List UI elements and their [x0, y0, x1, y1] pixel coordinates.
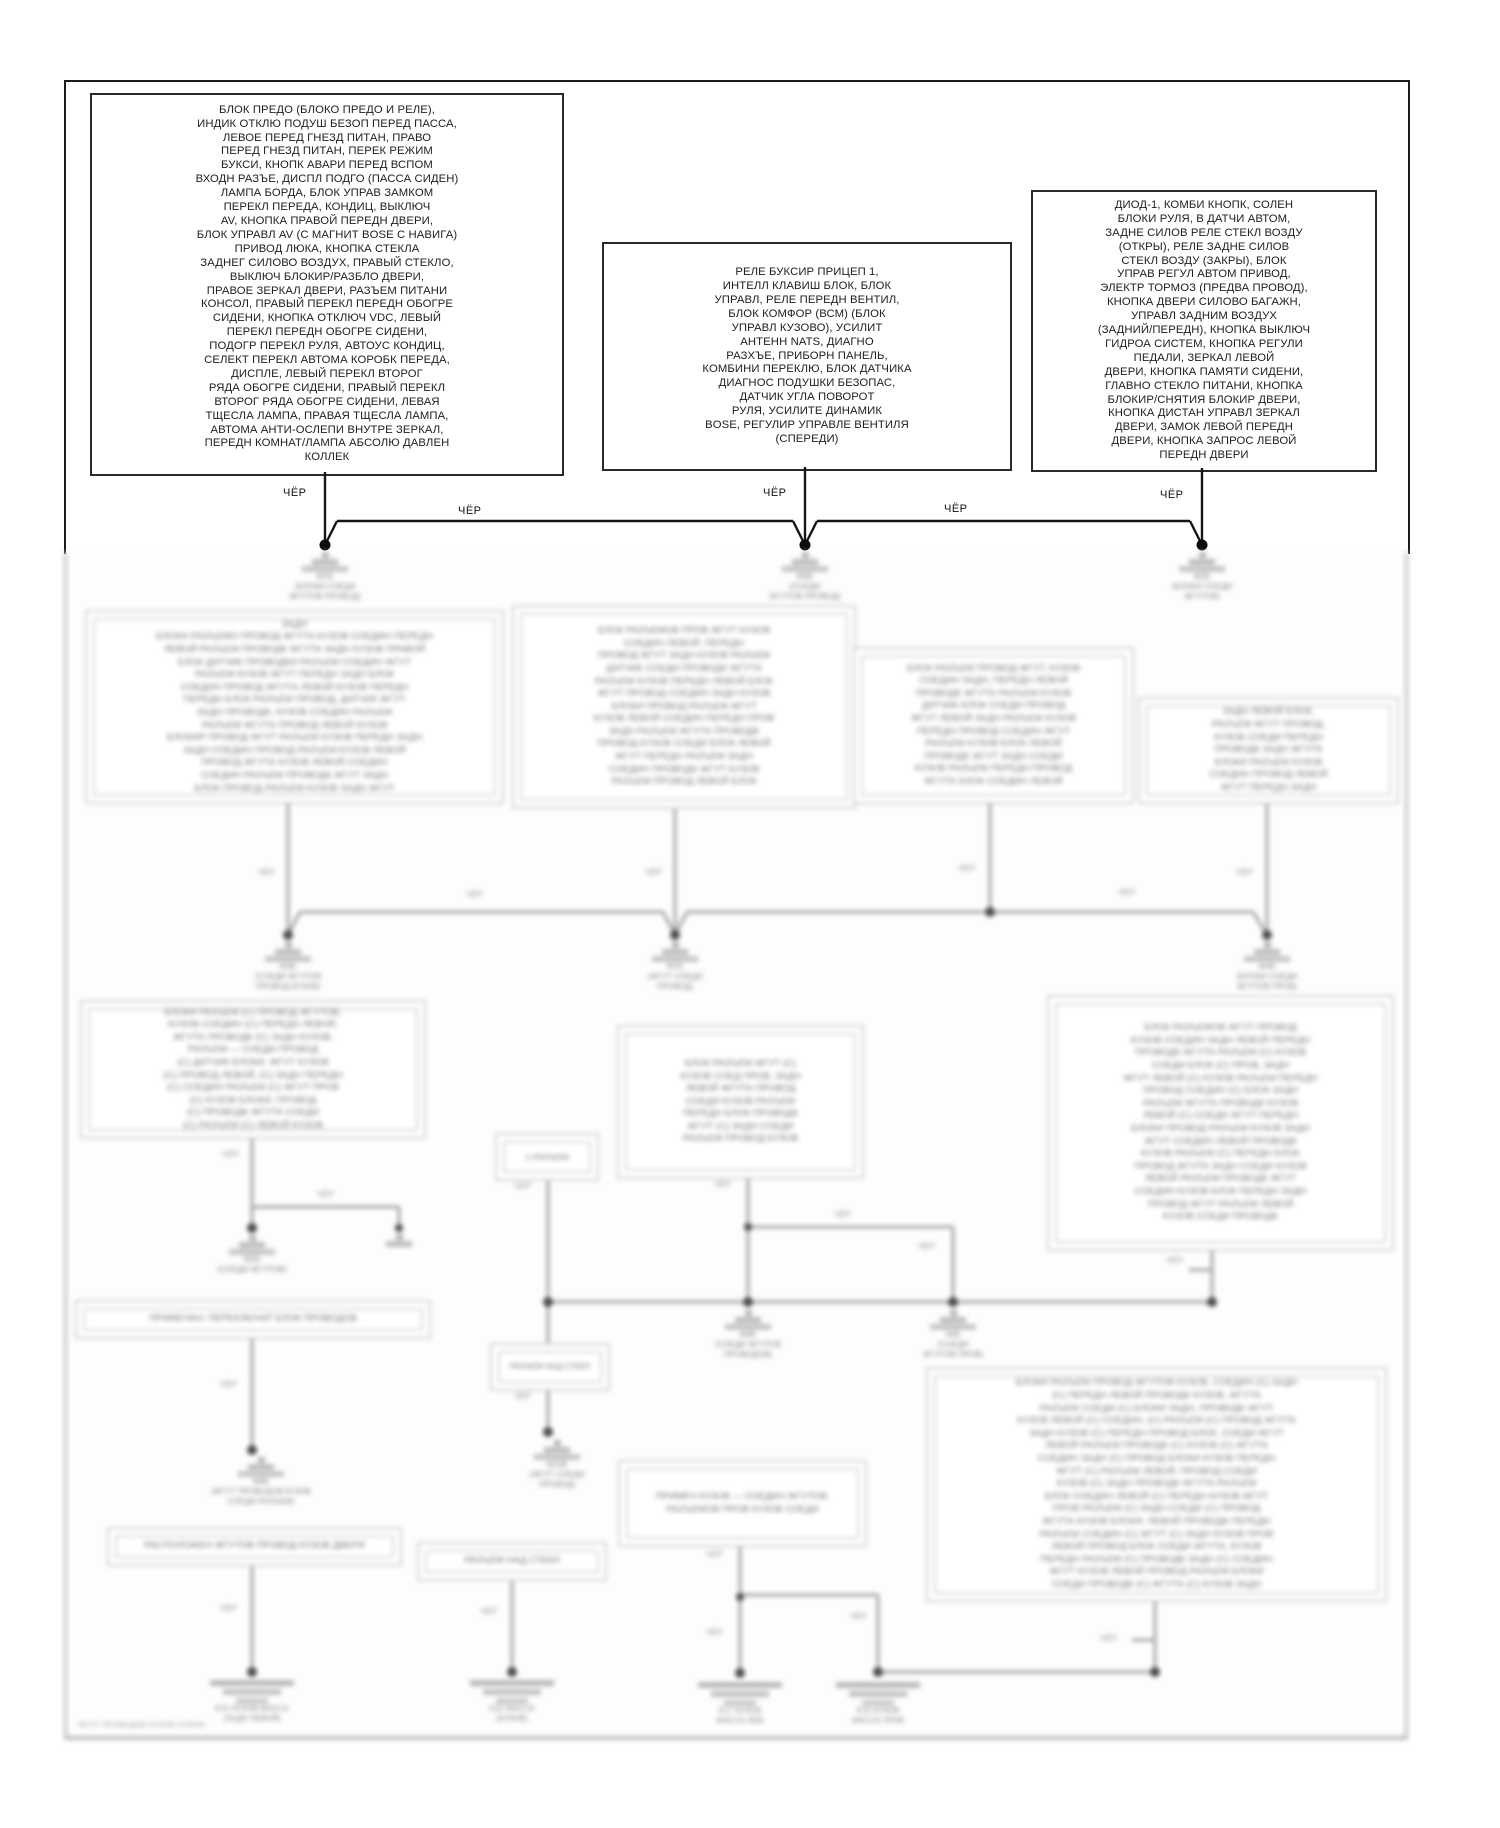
blurred-note-bar-2	[107, 1527, 402, 1566]
mini-label-16: ЧЁР	[1166, 1256, 1184, 1265]
top-wires	[0, 0, 1500, 560]
blurred-box-connector-h2	[490, 1343, 610, 1391]
splice-symbol-top-2	[769, 552, 841, 602]
splice-symbol-e	[216, 1235, 288, 1275]
component-list-middle-text: РЕЛЕ БУКСИР ПРИЦЕП 1, ИНТЕЛЛ КЛАВИШ БЛОК, БЛОК УПРАВЛ, РЕЛЕ ПЕРЕДН ВЕНТИЛ, БЛОК КОМФОР (ВСМ) (БЛОК УПРАВЛ КУЗОВО), УСИЛИТ АНТЕНН NATS, ДИАГНО РАЗХЪЕ, ПРИБОРН ПАНЕЛЬ, КОМБИНИ ПЕРЕКЛЮ, БЛОК ДАТЧИКА ДИАГНОС ПОДУШКИ БЕЗОПАС, ДАТЧИК УГЛА ПОВОРОТ РУЛЯ, УСИЛИТЕ ДИНАМИК BOSE, РЕГУЛИР УПРАВЛЕ ВЕНТИЛЯ (СПЕРЕДИ)	[702, 266, 912, 445]
blurred-ground-distribution-area	[64, 552, 1408, 1740]
splice-symbol-row1-2	[639, 942, 711, 992]
mini-label-19: ЧЁР	[706, 1628, 724, 1637]
mini-label-11: ЧЁР	[480, 1607, 498, 1616]
ground-1-text: Е21 КУЗОВ МАССА (ЗАДН ЛЕВОЙ)	[215, 1704, 289, 1723]
box-h2-text: РАЗЪЕМ НАД СТЕКЛ	[509, 1361, 591, 1371]
mini-label-15: ЧЁР	[918, 1242, 936, 1251]
row1-bus	[288, 912, 1267, 935]
splice-symbol-top-3	[1166, 552, 1238, 602]
junction-dot-left	[320, 540, 331, 551]
splice-row1-3-text: М4Б (БЛОКИ СОЕДИ ЖГУТОВ ПРОВ)	[1236, 962, 1298, 991]
blurred-box-row1-b	[512, 605, 856, 809]
mini-label-4: ЧЁР	[1236, 868, 1254, 877]
ground-symbol-4	[836, 1682, 920, 1726]
blurred-box-row2-f	[617, 1025, 864, 1179]
e-drop-branch	[252, 1135, 399, 1228]
wire-color-label-middle-drop: ЧЁР	[763, 487, 787, 499]
wire-color-label-bus-left: ЧЁР	[458, 505, 482, 517]
note-bar-1-text: ПРИМЕЧАН: ПЕРЕКЛЮЧАТ БЛОК ПРОВОДОВ	[148, 1313, 358, 1325]
row1-drops	[288, 800, 1267, 935]
mini-label-6: ЧЁР	[1118, 888, 1136, 897]
bottom-caption: ЖГУТ ПРОВОДОВ КУЗОВ СХЕМА	[78, 1720, 206, 1729]
wire-bus-left-segment	[325, 521, 805, 545]
blurred-box-row2-e	[80, 1000, 426, 1139]
splice-e-text: М5Б (СОЕДИ ЖГУТОВ)	[217, 1255, 287, 1274]
blurred-box-connector-h	[495, 1133, 599, 1181]
row2-f-text: БЛОК РАЗЪЕМ ЖГУТ (С) КУЗОВ СОЕД ПРОВ, ЗАДН ЛЕВОЙ ЖГУТА ПРОВОД СОЕДИ КУЗОВ РАЗЪЕМ ПЕРЕДН БЛОК ПРОВОДК ЖГУТ (С) ЗАДН СОЕДИ РАЗЪЕМ ПРОВОД КУЗОВ	[680, 1057, 801, 1145]
splice-top-3-text: М2Б (БЛОКИ СОЕДИ ЖГУТОВ)	[1171, 572, 1233, 601]
mini-label-9: ЧЁР	[220, 1380, 238, 1389]
splice-symbol-top-1	[289, 552, 361, 602]
splice-f-text: М9Б (СОЕДИ ЖГУТОВ ПРОВОДОВ)	[714, 1330, 782, 1359]
row2-g-text: БЛОК РАЗЪЕМОВ ЖГУТ ПРОВОД КУЗОВ СОЕДИН ЗАДН ЛЕВОЙ ПЕРЕДН ПРОВОДК ЖГУТА РАЗЪЕМ (С) КУЗОВ СОЕДИ БЛОК (С) ПРОВ, ЗАДН ЖГУТ ЛЕВОЙ (С) КУЗОВ РАЗЪЕМ ПЕРЕДН ПРОВОД СОЕДИН (С) БЛОК ЗАДН РАЗЪЕМ ЖГУТА ПРОВОДК КУЗОВ ЛЕВОЙ (С) СОЕДИ ЖГУТ ПЕРЕДН БЛОКИ ПРОВОД РАЗЪЕМ КУЗОВ ЗАДН ЖГУТ СОЕДИН ЛЕВОЙ ПРОВОДК КУЗОВ РАЗЪЕМ (С) ПЕРЕДН БЛОК ПРОВОД ЖГУТА ЗАДН СОЕДИ КУЗОВ ЛЕВОЙ РАЗЪЕМ ПРОВОДК ЖГУТ СОЕДИН КУЗОВ БЛОК ПЕРЕДН ЗАДН ПРОВОД ЖГУТ РАЗЪЕМ ЛЕВОЙ КУЗОВ СОЕДИ ПРОВОДК	[1123, 1022, 1318, 1223]
mini-label-20: ЧЁР	[850, 1612, 868, 1621]
blurred-box-row2-g	[1047, 995, 1394, 1251]
component-list-left-text: БЛОК ПРЕДО (БЛОКО ПРЕДО И РЕЛЕ), ИНДИК ОТКЛЮ ПОДУШ БЕЗОП ПЕРЕД ПАССА, ЛЕВОЕ ПЕРЕД ГНЕЗД ПИТАН, ПРАВО ПЕРЕД ГНЕЗД ПИТАН, ПЕРЕК РЕЖИМ БУКСИ, КНОПК АВАРИ ПЕРЕД ВСПОМ ВХОДН РАЗЪЕ, ДИСПЛ ПОДГО (ПАССА СИДЕН) ЛАМПА БОРДА, БЛОК УПРАВ ЗАМКОМ ПЕРЕКЛ ПЕРЕДА, КОНДИЦ, ВЫКЛЮЧ AV, КНОПКА ПРАВОЙ ПЕРЕДН ДВЕРИ, БЛОК УПРАВЛ AV (С МАГНИТ BOSE С НАВИГА) ПРИВОД ЛЮКА, КНОПКА СТЕКЛА ЗАДНЕГ СИЛОВО ВОЗДУХ, ПРАВЫЙ СТЕКЛО, ВЫКЛЮЧ БЛОКИР/РАЗБЛО ДВЕРИ, ПРАВОЕ ЗЕРКАЛ ДВЕРИ, РАЗЪЕМ ПИТАНИ КОНСОЛ, ПРАВЫЙ ПЕРЕКЛ ПЕРЕДН ОБОГРЕ СИДЕНИ, КНОПКА ОТКЛЮЧ VDC, ЛЕВЫЙ ПЕРЕКЛ ПЕРЕДН ОБОГРЕ СИДЕНИ, ПОДОГР ПЕРЕКЛ РУЛЯ, АВТОУС КОНДИЦ, СЕЛЕКТ ПЕРЕКЛ АВТОМА КОРОБК ПЕРЕДА, ДИСПЛЕ, ЛЕВЫЙ ПЕРЕКЛ ВТОРОГ РЯДА ОБОГРЕ СИДЕНИ, ПРАВЫЙ ПЕРЕКЛ ВТОРОГ РЯДА ОБОГРЕ СИДЕНИ, ЛЕВАЯ ТЩЕСЛА ЛАМПА, ПРАВАЯ ТЩЕСЛА ЛАМПА, АВТОМА АНТИ-ОСЛЕПИ ВНУТРЕ ЗЕРКАЛ, ПЕРЕДН КОМНАТ/ЛАМПА АБСОЛЮ ДАВЛЕН КОЛЛЕК	[195, 103, 459, 464]
splice-symbol-f	[712, 1310, 784, 1360]
splice-symbol-h2	[512, 1440, 602, 1490]
ground-symbol-1	[210, 1680, 294, 1724]
blurred-note-bar-3	[417, 1542, 607, 1581]
splice-row1-1-text: М3Б (СОЕДИ ЖГУТОВ ПРОВОД КУЗОВ)	[254, 962, 322, 991]
mini-label-10: ЧЁР	[220, 1604, 238, 1613]
row1-a-text: ЗАДН БЛОКИ РАЗЪЕМО ПРОВОД ЖГУТА КУЗОВ СОЕДИН ПЕРЕДН ЛЕВОЙ РАЗЪЕМ ПРОВОДК ЖГУТА ЗАДН КУЗОВ ПРАВОЙ БЛОК ДАТЧИК ПРОВОДКИ РАЗЪЕМ СОЕДИН ЖГУТ РАЗЪЕМ КУЗОВ ЖГУТ ПЕРЕДН ЗАДН БЛОК СОЕДИН ПРОВОД ЖГУТА ЛЕВОЙ КУЗОВ ПЕРЕДН ПЕРЕДН БЛОК РАЗЪЕМ ПРОВОД, ДАТЧИК ЖГУТ ЗАДН ПРОВОДК, КУЗОВ СОЕДИН РАЗЪЕМ РАЗЪЕМ ЖГУТА ПРОВОД ЛЕВОЙ КУЗОВ БЛОКИР ПРОВОД ЖГУТ РАЗЪЕМ КУЗОВ ПЕРЕДН ЗАДН ЗАДН СОЕДИН ПРОВОД РАЗЪЕМ КУЗОВ ЛЕВОЙ ПРОВОД ЖГУТА КУЗОВ ЛЕВОЙ СОЕДИН СОЕДИН РАЗЪЕМ ПРОВОДК ЖГУТ ЗАДН БЛОК ПРОВОД РАЗЪЕМ КУЗОВ ЗАДН ЖГУТ	[155, 618, 434, 794]
wire-bus-right-segment	[805, 521, 1202, 545]
blurred-box-row1-a	[85, 610, 504, 804]
row1-c-text: БЛОК РАЗЪЕМ ПРОВОД ЖГУТ, КУЗОВ СОЕДИН ЗАДН, ПЕРЕДН ЛЕВОЙ ПРОВОДК ЖГУТА РАЗЪЕМ КУЗОВ ДАТЧИК БЛОК СОЕДИ ПРОВОД ЖГУТ ЛЕВОЙ ЗАДН РАЗЪЕМ КУЗОВ ПЕРЕДН ПРОВОД СОЕДИН ЖГУТ РАЗЪЕМ КУЗОВ БЛОК ЛЕВОЙ ПРОВОДК ЖГУТ ЗАДН СОЕДИ КУЗОВ РАЗЪЕМ ПЕРЕДН ПРОВОД ЖГУТА БЛОК СОЕДИН ЛЕВОЙ	[906, 662, 1081, 787]
wire-color-label-bus-right: ЧЁР	[944, 503, 968, 515]
row2-e-text: БЛОКИ РАЗЪЕМ (С) ПРОВОД ЖГУТОВ, КУЗОВ СОЕДИН (С) ПЕРЕДН ЛЕВОЙ, ЖГУТА ПРОВОДК (С) ЗАДН КУЗОВ, РАЗЪЕМ — СОЕДИ ПРОВОД (С) ДАТЧИК БЛОКИ, ЖГУТ КУЗОВ (С) ПРОВОД ЛЕВОЙ, (С) ЗАДН ПЕРЕДН (С) СОЕДИН РАЗЪЕМ (С) ЖГУТ ПРОВ (С) КУЗОВ БЛОКИ, ПРОВОД (С) ПРОВОДК ЖГУТА СОЕДИ (С) РАЗЪЕМ (С) ЛЕВОЙ КУЗОВ	[163, 1006, 343, 1131]
ground-3-text: Е17 КУЗОВ МАССА ЛЕВ	[716, 1706, 764, 1725]
mini-label-14: ЧЁР	[834, 1210, 852, 1219]
splice-symbol-mid	[917, 1310, 989, 1360]
ground-2-text: Е22 МАССА (КУЗОВ)	[489, 1704, 535, 1723]
note-bar-2-text: РАСПОЛОЖЕН ЖГУТОВ ПРОВОД КУЗОВ ДВЕРИ	[144, 1540, 365, 1552]
blurred-box-row1-d	[1138, 697, 1399, 804]
wire-color-label-right-drop: ЧЁР	[1160, 489, 1184, 501]
g-drop	[1189, 1247, 1212, 1302]
ground-symbol-3	[698, 1682, 782, 1726]
mini-label-12: ЧЁР	[514, 1182, 532, 1191]
splice-top-1-text: М1Б (БЛОКИ СОЕДИ ЖГУТОВ ПРОВОД)	[289, 572, 361, 601]
ground-4-text: Е15 КУЗОВ МАССА ПРАВ	[852, 1706, 904, 1725]
box-k-text: ПРИМЕЧ КУЗОВ — СОЕДИН ЖГУТОВ, РАЗЪЕМОВ ПРОВ КУЗОВ СОЕДИ	[655, 1490, 830, 1515]
blurred-box-j	[926, 1367, 1387, 1602]
mini-label-5: ЧЁР	[466, 890, 484, 899]
mini-label-8: ЧЁР	[317, 1190, 335, 1199]
mini-label-18: ЧЁР	[706, 1550, 724, 1559]
junction-dot-middle	[800, 540, 811, 551]
splice-symbol-e-branch	[384, 1234, 414, 1247]
mini-label-1: ЧЁР	[258, 868, 276, 877]
blurred-box-row1-c	[853, 647, 1134, 804]
splice-h2-text: М10Б (ЖГУТ СОЕДИ ПРОВОД)	[529, 1460, 585, 1489]
mini-label-21: ЧЁР	[1100, 1634, 1118, 1643]
splice-symbol-row1-1	[252, 942, 324, 992]
component-list-right-text: ДИОД-1, КОМБИ КНОПК, СОЛЕН БЛОКИ РУЛЯ, В ДАТЧИ АВТОМ, ЗАДНЕ СИЛОВ РЕЛЕ СТЕКЛ ВОЗДУ (ОТКРЫ), РЕЛЕ ЗАДНЕ СИЛОВ СТЕКЛ ВОЗДУ (ЗАКРЫ), БЛОК УПРАВ РЕГУЛ АВТОМ ПРИВОД, ЭЛЕКТР ТОРМОЗ (ПРЕДВА ПРОВОД), КНОПКА ДВЕРИ СИЛОВО БАГАЖН, УПРАВЛ ЗАДНИМ ВОЗДУХ (ЗАДНИЙ/ПЕРЕДН), КНОПКА ВЫКЛЮЧ ГИДРОА СИСТЕМ, КНОПКА РЕГУЛИ ПЕДАЛИ, ЗЕРКАЛ ЛЕВОЙ ДВЕРИ, КНОПКА ПАМЯТИ СИДЕНИ, ГЛАВНО СТЕКЛО ПИТАНИ, КНОПКА БЛОКИР/СНЯТИЯ БЛОКИР ДВЕРИ, КНОПКА ДИСТАН УПРАВЛ ЗЕРКАЛ ДВЕРИ, ЗАМОК ЛЕВОЙ ПЕРЕДН ДВЕРИ, КНОПКА ЗАПРОС ЛЕВОЙ ПЕРЕДН ДВЕРИ	[1097, 198, 1311, 462]
blurred-box-k	[618, 1460, 867, 1547]
splice-i1-text: М8Б (ЖГУТ ПРОВОДОВ КУЗОВ СОЕДИ РАЗЪЕМ)	[211, 1477, 311, 1506]
mini-label-13: ЧЁР	[714, 1180, 732, 1189]
wire-color-label-left-drop: ЧЁР	[283, 487, 307, 499]
splice-symbol-i1	[211, 1457, 311, 1507]
row1-b-text: БЛОК РАЗЪЕМОВ ПРОВ ЖГУТ КУЗОВ СОЕДИН ЛЕВОЙ, ПЕРЕДН ПРОВОД ЖГУТ ЗАДН КУЗОВ РАЗЪЕМ ДАТЧИК СОЕДИ ПРОВОДК ЖГУТА РАЗЪЕМ КУЗОВ ПЕРЕДН ЛЕВОЙ БЛОК ЖГУТ ПРОВОД СОЕДИН ЗАДН КУЗОВ БЛОКИ ПРОВОД РАЗЪЕМ ЖГУТ КУЗОВ ЛЕВОЙ СОЕДИН ПЕРЕДН ПРОВ ЗАДН РАЗЪЕМ ЖГУТА ПРОВОДК ПРОВОД КУЗОВ СОЕДИ БЛОК ЛЕВОЙ ЖГУТ ПЕРЕДН РАЗЪЕМ ЗАДН СОЕДИН ПРОВОДК ЖГУТ КУЗОВ РАЗЪЕМ ПРОВОД ЛЕВОЙ БЛОК	[593, 625, 775, 788]
row1-d-text: ЗАДН ЛЕВОЙ БЛОК, РАЗЪЕМ ЖГУТ ПРОВОД, КУЗОВ СОЕДИ ПЕРЕДН ПРОВОДК ЗАДН ЖГУТА БЛОКИ РАЗЪЕМ КУЗОВ СОЕДИН ПРОВОД ЛЕВОЙ ЖГУТ ПЕРЕДН ЗАДН	[1209, 706, 1328, 793]
splice-symbol-row1-3	[1231, 942, 1303, 992]
box-j-text: БЛОКИ РАЗЪЕМ ПРОВОД ЖГУТОВ КУЗОВ, СОЕДИН (С) ЗАДН (С) ПЕРЕДН ЛЕВОЙ ПРОВОДК КУЗОВ, ЖГУТА РАЗЪЕМ СОЕДИ (С) БЛОКИ ЗАДН, ПРОВОДК ЖГУТ КУЗОВ ЛЕВОЙ (С) СОЕДИН, (С) РАЗЪЕМ (С) ПРОВОД ЖГУТА ЗАДН КУЗОВ (С) ПЕРЕДН ПРОВОД БЛОК, СОЕДИ ЖГУТ ЛЕВОЙ РАЗЪЕМ ПРОВОДК (С) КУЗОВ (С) ЖГУТА СОЕДИН ЗАДН (С) ПРОВОД БЛОКИ КУЗОВ ПЕРЕДН ЖГУТ (С) РАЗЪЕМ ЛЕВОЙ, ПРОВОД СОЕДИ КУЗОВ (С) ЗАДН ПРОВОДК ЖГУТА РАЗЪЕМ БЛОК СОЕДИН ЛЕВОЙ (С) ПЕРЕДН КУЗОВ ЖГУТ ПРОВ РАЗЪЕМ (С) ЗАДН СОЕДИ (С) ПРОВОД ЖГУТА КУЗОВ БЛОКИ, ЛЕВОЙ ПРОВОДК ПЕРЕДН РАЗЪЕМ СОЕДИН (С) ЖГУТ (С) ЗАДН КУЗОВ ПРОВ ЛЕВОЙ ПРОВОД БЛОК СОЕДИ ЖГУТА, КУЗОВ ПЕРЕДН РАЗЪЕМ (С) ПРОВОДК ЗАДН (С) СОЕДИН ЖГУТ КУЗОВ ЛЕВОЙ ПРОВОД РАЗЪЕМ БЛОКИ СОЕДИ ПРОВОДК (С) ЖГУТА (С) КУЗОВ ЗАДН	[1015, 1377, 1298, 1590]
splice-mid-text: А6Б (СОЕДИ ЖГУТОВ ПРОВ)	[922, 1330, 984, 1359]
mini-label-2: ЧЁР	[645, 868, 663, 877]
mini-label-3: ЧЁР	[958, 864, 976, 873]
mini-label-7: ЧЁР	[222, 1150, 240, 1159]
box-h-text: 1-РАЗЪЕМ	[525, 1151, 569, 1162]
ground-symbol-2	[470, 1680, 554, 1724]
splice-top-2-text: М6Б (СОЕДИ ЖГУТОВ ПРОВОД)	[769, 572, 841, 601]
note-bar-3-text: РАЗЪЕМ НАД СТЕКЛ	[464, 1555, 560, 1567]
mini-label-17: ЧЁР	[514, 1392, 532, 1401]
blurred-note-bar-1	[75, 1300, 431, 1339]
hf-drops	[548, 1175, 953, 1302]
junction-dot-right	[1197, 540, 1208, 551]
splice-row1-2-text: М7Б (ЖГУТ СОЕДИ ПРОВОД)	[647, 962, 703, 991]
